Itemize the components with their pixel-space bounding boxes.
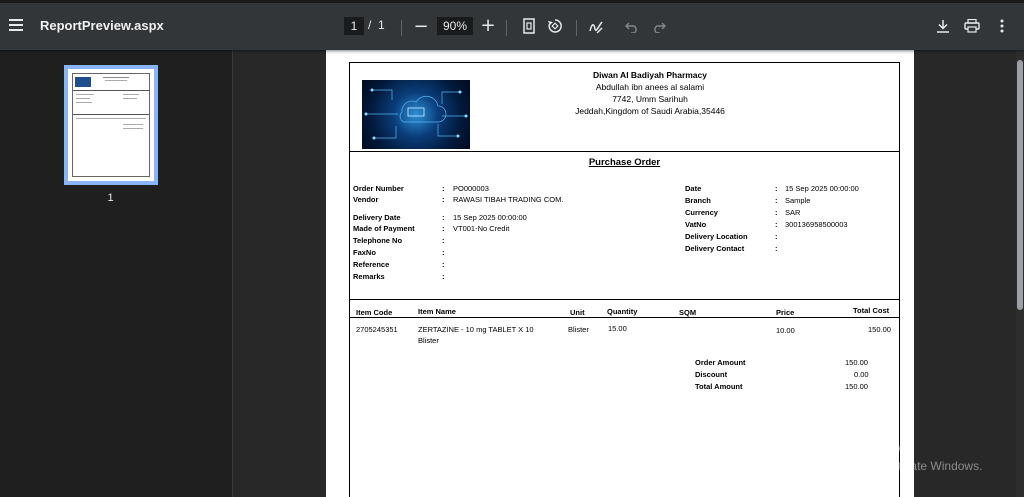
total-amount-value: 150.00 <box>845 382 868 391</box>
currency-label: Currency <box>685 208 718 217</box>
payment-label: Made of Payment <box>353 224 415 233</box>
document-viewer[interactable] <box>234 50 1024 497</box>
total-cost-cell: 150.00 <box>868 325 891 334</box>
discount-value: 0.00 <box>854 370 869 379</box>
toolbar-divider <box>401 20 402 36</box>
watermark-title: Activate Windows <box>793 440 912 457</box>
rotate-icon[interactable] <box>545 16 565 36</box>
colon: : <box>775 208 778 217</box>
colon: : <box>775 220 778 229</box>
undo-icon[interactable] <box>622 17 642 37</box>
column-header-price: Price <box>776 308 795 317</box>
pdf-page <box>326 50 914 497</box>
fax-label: FaxNo <box>353 248 376 257</box>
reference-label: Reference <box>353 260 390 269</box>
colon: : <box>442 236 445 245</box>
branch-label: Branch <box>685 196 711 205</box>
delivery-date-value: 15 Sep 2025 00:00:00 <box>453 213 527 222</box>
table-header-line <box>350 317 899 318</box>
current-page-input[interactable]: 1 <box>344 17 364 35</box>
activation-watermark <box>793 440 982 473</box>
colon: : <box>775 232 778 241</box>
column-header-item-name: Item Name <box>418 307 456 316</box>
colon: : <box>442 195 445 204</box>
zoom-in-button[interactable]: + <box>480 14 496 36</box>
toolbar-divider <box>506 20 507 36</box>
delivery-contact-label: Delivery Contact <box>685 244 745 253</box>
column-header-total-cost: Total Cost <box>853 306 890 315</box>
discount-label: Discount <box>695 370 728 379</box>
order-number-value: PO000003 <box>453 184 489 193</box>
watermark-subtitle: Go to Settings to activate Windows. <box>793 459 983 473</box>
annotate-icon[interactable] <box>586 17 606 37</box>
zoom-out-button[interactable]: − <box>413 15 429 37</box>
column-header-quantity: Quantity <box>607 307 638 316</box>
report-frame <box>349 62 900 497</box>
thumbnail-sidebar <box>0 50 233 497</box>
company-name: Diwan Al Badiyah Pharmacy <box>592 70 707 80</box>
pdf-toolbar <box>0 0 1024 50</box>
address-line-1: Abdullah ibn anees al salami <box>595 82 705 92</box>
menu-icon[interactable] <box>6 15 26 35</box>
colon: : <box>442 260 445 269</box>
vatno-value: 300136958500003 <box>785 220 848 229</box>
telephone-label: Telephone No <box>353 236 403 245</box>
redo-icon[interactable] <box>649 17 669 37</box>
date-label: Date <box>685 184 702 193</box>
more-icon[interactable] <box>992 16 1012 36</box>
colon: : <box>775 184 778 193</box>
company-logo-image <box>362 80 470 149</box>
total-pages: 1 <box>378 18 385 32</box>
currency-value: SAR <box>785 208 801 217</box>
divider-line <box>350 299 899 300</box>
colon: : <box>442 213 445 222</box>
download-icon[interactable] <box>933 16 953 36</box>
column-header-unit: Unit <box>570 308 585 317</box>
colon: : <box>442 272 445 281</box>
vertical-scrollbar[interactable] <box>1016 50 1024 497</box>
colon: : <box>775 196 778 205</box>
remarks-label: Remarks <box>353 272 385 281</box>
vendor-label: Vendor <box>353 195 379 204</box>
column-header-sqm: SQM <box>679 308 697 317</box>
colon: : <box>442 248 445 257</box>
delivery-date-label: Delivery Date <box>353 213 401 222</box>
document-title: ReportPreview.aspx <box>40 18 164 33</box>
colon: : <box>442 224 445 233</box>
thumbnail-preview <box>72 73 150 177</box>
item-code-cell: 2705245351 <box>356 325 398 334</box>
delivery-location-label: Delivery Location <box>685 232 748 241</box>
print-icon[interactable] <box>962 16 982 36</box>
toolbar-divider <box>576 20 577 36</box>
address-line-3: Jeddah,Kingdom of Saudi Arabia,35446 <box>575 106 725 116</box>
order-amount-label: Order Amount <box>695 358 746 367</box>
vendor-value: RAWASI TIBAH TRADING COM. <box>453 195 564 204</box>
vatno-label: VatNo <box>685 220 707 229</box>
item-name-cell-line2: Blister <box>418 336 439 345</box>
item-name-cell: ZERTAZINE - 10 mg TABLET X 10 <box>418 325 534 334</box>
thumbnail-page-number: 1 <box>107 192 114 204</box>
colon: : <box>442 184 445 193</box>
divider-line <box>350 151 899 152</box>
address-line-2: 7742, Umm Sarihuh <box>612 94 688 104</box>
price-cell: 10.00 <box>776 326 795 335</box>
colon: : <box>775 244 778 253</box>
unit-cell: Blister <box>568 325 589 334</box>
total-amount-label: Total Amount <box>695 382 743 391</box>
company-info <box>530 69 770 117</box>
column-header-item-code: Item Code <box>356 308 393 317</box>
date-value: 15 Sep 2025 00:00:00 <box>785 184 859 193</box>
zoom-level-input[interactable]: 90% <box>437 17 473 35</box>
report-title: Purchase Order <box>588 157 661 168</box>
order-number-label: Order Number <box>353 184 404 193</box>
fit-page-icon[interactable] <box>519 16 539 36</box>
quantity-cell: 15.00 <box>608 324 627 333</box>
page-separator: / <box>368 18 372 32</box>
order-amount-value: 150.00 <box>845 358 868 367</box>
branch-value: Sample <box>785 196 811 205</box>
scrollbar-thumb[interactable] <box>1017 60 1023 310</box>
page-thumbnail[interactable] <box>64 65 158 185</box>
payment-value: VT001-No Credit <box>453 224 510 233</box>
